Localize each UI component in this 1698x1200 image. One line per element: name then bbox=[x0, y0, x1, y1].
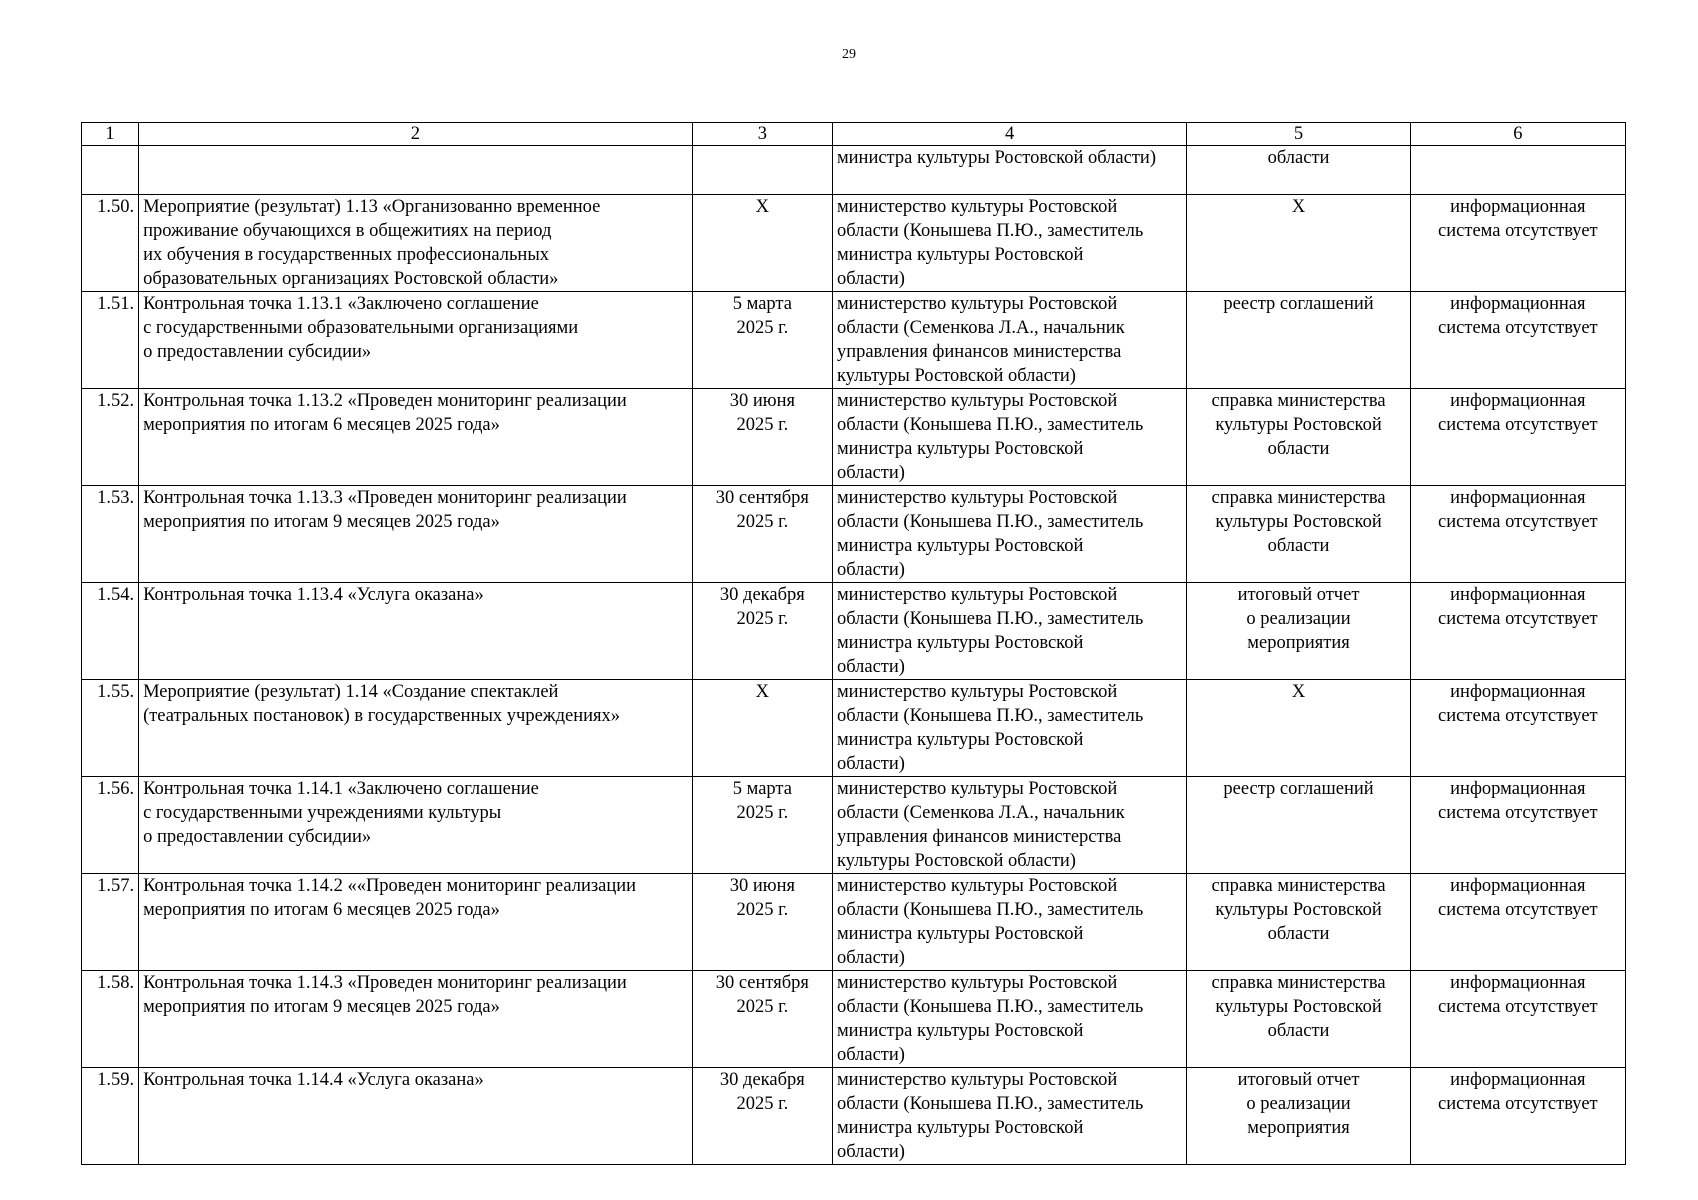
row-date: Х bbox=[692, 680, 832, 777]
row-document: итоговый отчет о реализации мероприятия bbox=[1187, 1068, 1410, 1165]
row-number: 1.51. bbox=[82, 292, 139, 389]
row-date: 30 июня 2025 г. bbox=[692, 874, 832, 971]
table-row bbox=[82, 389, 1626, 486]
row-date: 30 сентября 2025 г. bbox=[692, 486, 832, 583]
table-row bbox=[82, 874, 1626, 971]
row-document: справка министерства культуры Ростовской области bbox=[1187, 389, 1410, 486]
row-name: Контрольная точка 1.13.2 «Проведен мониторинг реализации мероприятия по итогам 6 месяцев 2025 года» bbox=[139, 389, 693, 486]
table-row bbox=[82, 971, 1626, 1068]
row-number bbox=[82, 146, 139, 195]
row-name: Мероприятие (результат) 1.13 «Организованно временное проживание обучающихся в общежитиях на период их обучения в государственных профессиональных образовательных организациях Ростовской области» bbox=[139, 195, 693, 292]
table-row bbox=[82, 680, 1626, 777]
row-number: 1.56. bbox=[82, 777, 139, 874]
continuation-row bbox=[82, 146, 1626, 195]
row-system: информационная система отсутствует bbox=[1410, 680, 1625, 777]
row-system: информационная система отсутствует bbox=[1410, 583, 1625, 680]
row-responsible: министерство культуры Ростовской области (Конышева П.Ю., заместитель министра культуры Ростовской области) bbox=[832, 583, 1186, 680]
row-date: 30 сентября 2025 г. bbox=[692, 971, 832, 1068]
row-responsible: министерство культуры Ростовской области (Конышева П.Ю., заместитель министра культуры Ростовской области) bbox=[832, 389, 1186, 486]
row-system: информационная система отсутствует bbox=[1410, 971, 1625, 1068]
row-system: информационная система отсутствует bbox=[1410, 486, 1625, 583]
row-responsible: министерство культуры Ростовской области (Конышева П.Ю., заместитель министра культуры Ростовской области) bbox=[832, 680, 1186, 777]
row-system: информационная система отсутствует bbox=[1410, 292, 1625, 389]
table-row bbox=[82, 1068, 1626, 1165]
row-document: Х bbox=[1187, 680, 1410, 777]
row-name: Контрольная точка 1.14.2 ««Проведен мониторинг реализации мероприятия по итогам 6 месяцев 2025 года» bbox=[139, 874, 693, 971]
table-header-row bbox=[82, 123, 1626, 146]
row-responsible: министерство культуры Ростовской области (Конышева П.Ю., заместитель министра культуры Ростовской области) bbox=[832, 195, 1186, 292]
row-document: итоговый отчет о реализации мероприятия bbox=[1187, 583, 1410, 680]
row-document: области bbox=[1187, 146, 1410, 195]
table-row bbox=[82, 777, 1626, 874]
row-date: Х bbox=[692, 195, 832, 292]
row-document: справка министерства культуры Ростовской области bbox=[1187, 486, 1410, 583]
row-document: реестр соглашений bbox=[1187, 777, 1410, 874]
row-responsible: министра культуры Ростовской области) bbox=[832, 146, 1186, 195]
header-col-6: 6 bbox=[1410, 123, 1625, 146]
row-name: Мероприятие (результат) 1.14 «Создание спектаклей (театральных постановок) в государственных учреждениях» bbox=[139, 680, 693, 777]
row-date: 30 июня 2025 г. bbox=[692, 389, 832, 486]
row-name bbox=[139, 146, 693, 195]
row-date bbox=[692, 146, 832, 195]
row-system: информационная система отсутствует bbox=[1410, 777, 1625, 874]
table-row bbox=[82, 292, 1626, 389]
row-name: Контрольная точка 1.14.1 «Заключено соглашение с государственными учреждениями культуры о предоставлении субсидии» bbox=[139, 777, 693, 874]
row-date: 30 декабря 2025 г. bbox=[692, 583, 832, 680]
row-date: 5 марта 2025 г. bbox=[692, 292, 832, 389]
row-date: 30 декабря 2025 г. bbox=[692, 1068, 832, 1165]
row-system: информационная система отсутствует bbox=[1410, 874, 1625, 971]
row-name: Контрольная точка 1.14.4 «Услуга оказана» bbox=[139, 1068, 693, 1165]
table-row bbox=[82, 583, 1626, 680]
row-responsible: министерство культуры Ростовской области (Конышева П.Ю., заместитель министра культуры Ростовской области) bbox=[832, 486, 1186, 583]
row-document: реестр соглашений bbox=[1187, 292, 1410, 389]
row-number: 1.57. bbox=[82, 874, 139, 971]
row-name: Контрольная точка 1.13.3 «Проведен мониторинг реализации мероприятия по итогам 9 месяцев 2025 года» bbox=[139, 486, 693, 583]
row-name: Контрольная точка 1.13.4 «Услуга оказана» bbox=[139, 583, 693, 680]
row-system: информационная система отсутствует bbox=[1410, 195, 1625, 292]
header-col-1: 1 bbox=[82, 123, 139, 146]
row-number: 1.55. bbox=[82, 680, 139, 777]
row-document: справка министерства культуры Ростовской области bbox=[1187, 874, 1410, 971]
row-number: 1.50. bbox=[82, 195, 139, 292]
row-document: справка министерства культуры Ростовской области bbox=[1187, 971, 1410, 1068]
row-responsible: министерство культуры Ростовской области (Конышева П.Ю., заместитель министра культуры Ростовской области) bbox=[832, 971, 1186, 1068]
table-row bbox=[82, 195, 1626, 292]
row-responsible: министерство культуры Ростовской области (Конышева П.Ю., заместитель министра культуры Ростовской области) bbox=[832, 874, 1186, 971]
row-date: 5 марта 2025 г. bbox=[692, 777, 832, 874]
row-name: Контрольная точка 1.13.1 «Заключено соглашение с государственными образовательными организациями о предоставлении субсидии» bbox=[139, 292, 693, 389]
row-responsible: министерство культуры Ростовской области (Семенкова Л.А., начальник управления финансов министерства культуры Ростовской области) bbox=[832, 777, 1186, 874]
header-col-2: 2 bbox=[139, 123, 693, 146]
table-row bbox=[82, 486, 1626, 583]
row-responsible: министерство культуры Ростовской области (Конышева П.Ю., заместитель министра культуры Ростовской области) bbox=[832, 1068, 1186, 1165]
row-system: информационная система отсутствует bbox=[1410, 389, 1625, 486]
header-col-4: 4 bbox=[832, 123, 1186, 146]
row-number: 1.53. bbox=[82, 486, 139, 583]
row-number: 1.52. bbox=[82, 389, 139, 486]
row-name: Контрольная точка 1.14.3 «Проведен мониторинг реализации мероприятия по итогам 9 месяцев 2025 года» bbox=[139, 971, 693, 1068]
control-points-table bbox=[81, 122, 1626, 1165]
header-col-5: 5 bbox=[1187, 123, 1410, 146]
row-document: Х bbox=[1187, 195, 1410, 292]
row-number: 1.54. bbox=[82, 583, 139, 680]
row-system: информационная система отсутствует bbox=[1410, 1068, 1625, 1165]
row-responsible: министерство культуры Ростовской области (Семенкова Л.А., начальник управления финансов министерства культуры Ростовской области) bbox=[832, 292, 1186, 389]
row-number: 1.59. bbox=[82, 1068, 139, 1165]
header-col-3: 3 bbox=[692, 123, 832, 146]
page-number: 29 bbox=[842, 47, 856, 62]
row-system bbox=[1410, 146, 1625, 195]
row-number: 1.58. bbox=[82, 971, 139, 1068]
